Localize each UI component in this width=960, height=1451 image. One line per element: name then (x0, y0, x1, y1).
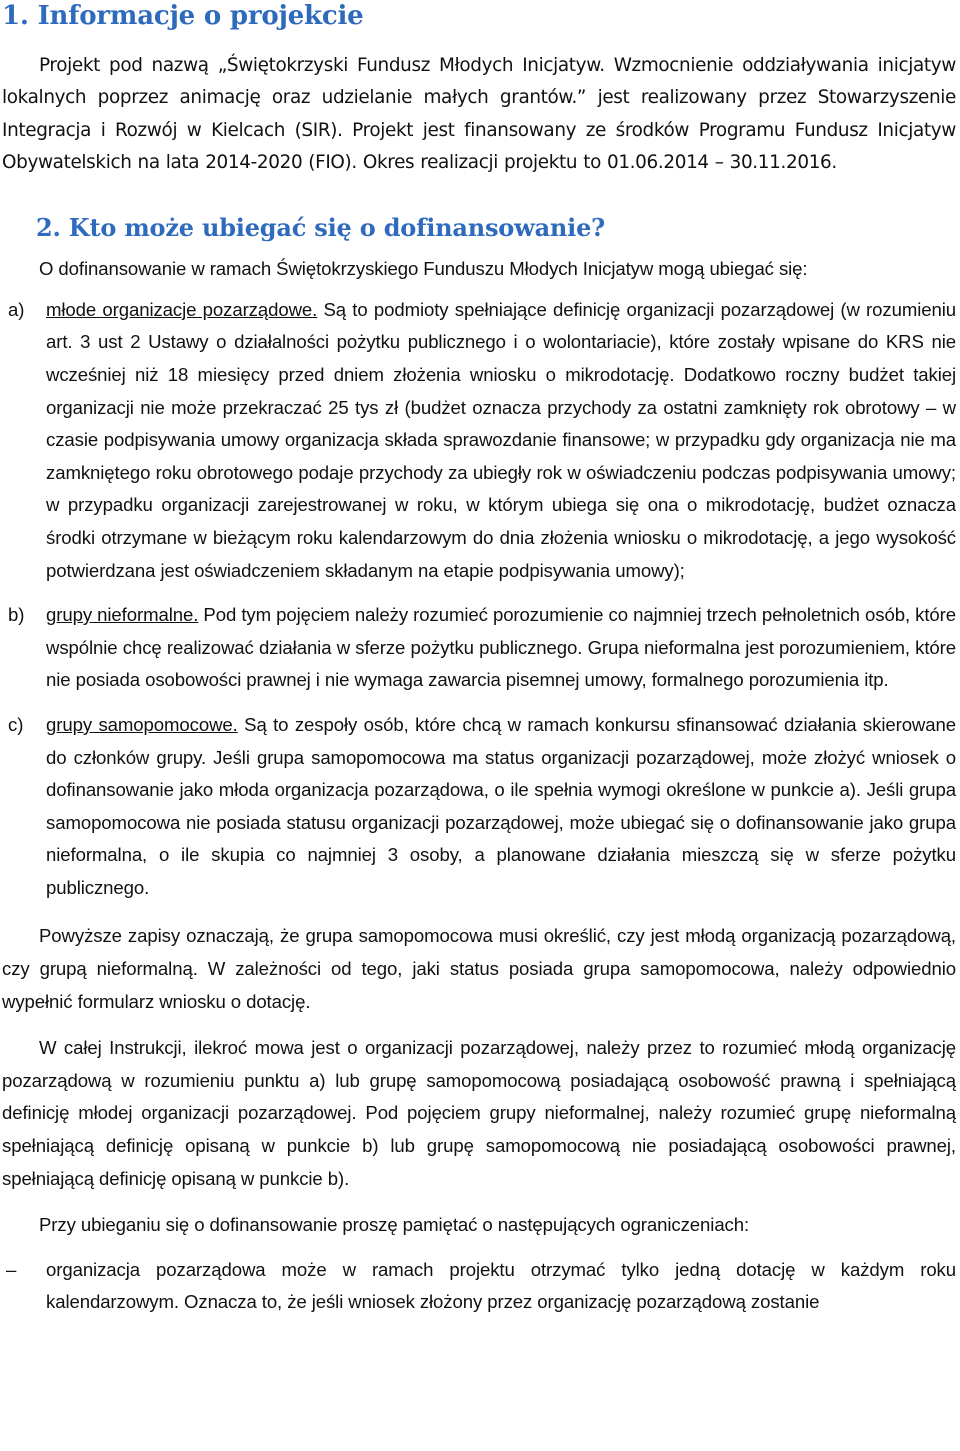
eligibility-term: młode organizacje pozarządowe. (46, 298, 318, 320)
restriction-text: organizacja pozarządowa może w ramach projektu otrzymać tylko jedną dotację w każdym roku kalendarzowym. Oznacza to, że jeśli wniosek złożony przez organizację pozarządową zostanie (46, 1258, 956, 1313)
eligibility-item-a (2, 294, 956, 587)
eligibility-item-b (2, 599, 956, 697)
eligibility-description: Pod tym pojęciem należy rozumieć porozumienie co najmniej trzech pełnoletnich osób, które wspólnie chcę realizować działania w sferze pożytku publicznego. Grupa nieformalna jest porozumieniem, które nie posiada osobowości prawnej i nie wymaga zawarcia pisemnej umowy, formalnego porozumienia itp. (46, 604, 956, 691)
eligibility-description: Są to podmioty spełniające definicję organizacji pozarządowej (w rozumieniu art. 3 ust 2 Ustawy o działalności pożytku publicznego i o wolontariacie), które zostały wpisane do KRS nie wcześniej niż 18 miesięcy przed dniem złożenia wniosku o mikrodotację. Dodatkowo roczny budżet takiej organizacji nie może przekraczać 25 tys zł (budżet oznacza przychody za ostatni zamknięty rok obrotowy – w czasie podpisywania umowy organizacja składa sprawozdanie finansowe; w przypadku gdy organizacja nie ma zamkniętego roku obrotowego podaje przychody za ubiegły rok w oświadczeniu podczas podpisywania umowy; w przypadku organizacji zarejestrowanej w roku, w którym ubiega się ona o mikrodotację, budżet oznacza środki otrzymane w bieżącym roku kalendarzowym do dnia złożenia wniosku o mikrodotację, a jego wysokość potwierdzana jest oświadczeniem składanym na etapie podpisywania umowy); (46, 298, 956, 581)
section-1-heading: 1. Informacje o projekcie (2, 1, 364, 31)
list-label: c) (8, 713, 24, 735)
self-help-status-paragraph: Powyższe zapisy oznaczają, że grupa samopomocowa musi określić, czy jest młodą organizacją pozarządową, czy grupą nieformalną. W zależności od tego, jaki status posiada grupa samopomocowa, należy odpowiednio wypełnić formularz wniosku o dotację. (2, 925, 956, 1012)
section-2-heading: 2. Kto może ubiegać się o dofinansowanie? (36, 213, 606, 243)
restriction-item (2, 1254, 956, 1319)
restrictions-list (2, 1254, 956, 1319)
section-2-body (2, 253, 956, 1319)
list-label: b) (8, 604, 25, 626)
eligibility-item-c (2, 709, 956, 905)
eligibility-term: grupy nieformalne. (46, 604, 199, 626)
dash-bullet: – (6, 1258, 17, 1280)
restrictions-intro: Przy ubieganiu się o dofinansowanie proszę pamiętać o następujących ograniczeniach: (39, 1214, 750, 1236)
project-info-paragraph: Projekt pod nazwą „Świętokrzyski Fundusz Młodych Inicjatyw. Wzmocnienie oddziaływania inicjatyw lokalnych poprzez animację oraz udzielanie małych grantów.” jest realizowany przez Stowarzyszenie Integracja i Rozwój w Kielcach (SIR). Projekt jest finansowany ze środków Programu Fundusz Inicjatyw Obywatelskich na lata 2014-2020 (FIO). Okres realizacji projektu to 01.06.2014 – 30.11.2016. (2, 55, 956, 173)
eligibility-term: grupy samopomocowe. (46, 713, 238, 735)
terminology-paragraph: W całej Instrukcji, ilekroć mowa jest o organizacji pozarządowej, należy przez to rozumieć młodą organizację pozarządową w rozumieniu punktu a) lub grupę samopomocową posiadającą osobowość prawną i spełniającą definicję młodej organizacji pozarządowej. Pod pojęciem grupy nieformalnej, należy rozumieć grupę nieformalną spełniającą definicję opisaną w punkcie b) lub grupę samopomocową nie posiadającą osobowości prawnej, spełniającą definicję opisaną w punkcie b). (2, 1037, 956, 1189)
list-label: a) (8, 298, 25, 320)
eligibility-description: Są to zespoły osób, które chcą w ramach konkursu sfinansować działania skierowane do członków grupy. Jeśli grupa samopomocowa ma status organizacji pozarządowej, może złożyć wniosek o dofinansowanie jako młoda organizacja pozarządowa, o ile spełnia wymogi określone w punkcie a). Jeśli grupa samopomocowa nie posiada statusu organizacji pozarządowej, może ubiegać się o dofinansowanie jako grupa nieformalna, o ile skupia co najmniej 3 osoby, a planowane działania mieszczą się w sferze pożytku publicznego. (46, 713, 956, 898)
eligibility-list (2, 294, 956, 905)
eligibility-intro: O dofinansowanie w ramach Świętokrzyskiego Funduszu Młodych Inicjatyw mogą ubiegać się: (39, 258, 808, 280)
